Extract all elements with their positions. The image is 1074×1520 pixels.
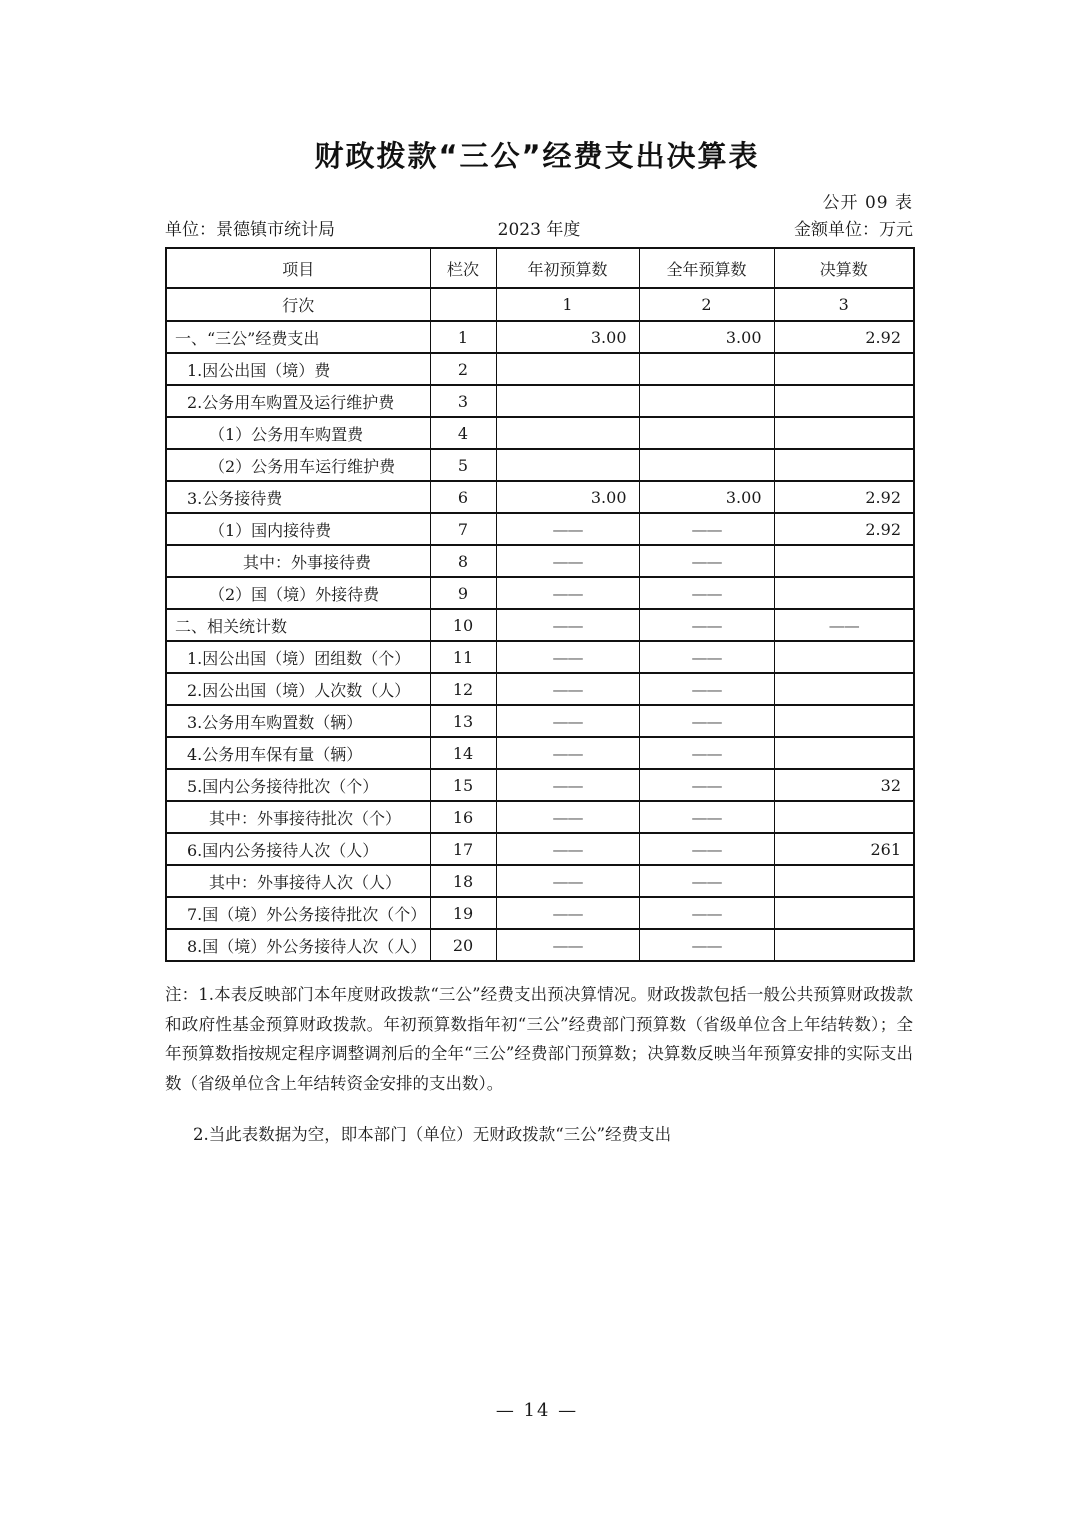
form-code-label: 公开 09 表 (822, 193, 913, 213)
cell-initial-budget (496, 417, 639, 449)
row-line-number: 1 (430, 321, 496, 353)
row-item-label: 其中：外事接待批次（个） (166, 801, 430, 833)
cell-annual-budget: —— (639, 833, 774, 865)
row-item-label: 一、“三公”经费支出 (166, 321, 430, 353)
cell-annual-budget (639, 449, 774, 481)
table-body (166, 321, 914, 961)
cell-final-account (774, 705, 914, 737)
header-initial-budget: 年初预算数 (496, 248, 639, 288)
cell-final-account (774, 801, 914, 833)
cell-final-account: 32 (774, 769, 914, 801)
cell-initial-budget: —— (496, 609, 639, 641)
table-row (166, 737, 914, 769)
cell-initial-budget: —— (496, 833, 639, 865)
table-header-row (166, 248, 914, 288)
row-item-label: 1.因公出国（境）费 (166, 353, 430, 385)
cell-annual-budget: —— (639, 545, 774, 577)
cell-initial-budget: —— (496, 929, 639, 961)
cell-initial-budget: —— (496, 801, 639, 833)
table-row (166, 801, 914, 833)
cell-final-account: 2.92 (774, 513, 914, 545)
table-row (166, 481, 914, 513)
row-item-label: 4.公务用车保有量（辆） (166, 737, 430, 769)
cell-annual-budget: —— (639, 673, 774, 705)
cell-final-account: 2.92 (774, 321, 914, 353)
year-label: 2023 年度 (497, 220, 581, 240)
row-item-label: 其中：外事接待人次（人） (166, 865, 430, 897)
subheader-empty-cell (430, 288, 496, 321)
cell-annual-budget: 3.00 (639, 321, 774, 353)
table-row (166, 321, 914, 353)
row-item-label: （1）国内接待费 (166, 513, 430, 545)
note-2: 2.当此表数据为空，即本部门（单位）无财政拨款“三公”经费支出 (193, 1125, 672, 1144)
cell-final-account (774, 737, 914, 769)
cell-annual-budget: —— (639, 929, 774, 961)
cell-annual-budget: —— (639, 769, 774, 801)
cell-annual-budget: —— (639, 865, 774, 897)
table-row (166, 577, 914, 609)
subheader-col-1: 1 (496, 288, 639, 321)
row-item-label: 3.公务用车购置数（辆） (166, 705, 430, 737)
row-line-number: 11 (430, 641, 496, 673)
cell-final-account (774, 385, 914, 417)
cell-initial-budget: 3.00 (496, 481, 639, 513)
row-line-number: 3 (430, 385, 496, 417)
cell-initial-budget: —— (496, 705, 639, 737)
note-1: 注：1.本表反映部门本年度财政拨款“三公”经费支出预决算情况。财政拨款包括一般公共预算财政拨款和政府性基金预算财政拨款。年初预算数指年初“三公”经费部门预算数（省级单位含上年结转数）；全年预算数指按规定程序调整调剂后的全年“三公”经费部门预算数；决算数反映当年预算安排的实际支出数（省级单位含上年结转资金安排的支出数）。 (165, 985, 913, 1093)
cell-initial-budget: 3.00 (496, 321, 639, 353)
row-line-number: 5 (430, 449, 496, 481)
row-item-label: 6.国内公务接待人次（人） (166, 833, 430, 865)
row-item-label: 5.国内公务接待批次（个） (166, 769, 430, 801)
cell-annual-budget: —— (639, 737, 774, 769)
table-row (166, 705, 914, 737)
table-notes (165, 980, 913, 1150)
row-line-number: 10 (430, 609, 496, 641)
cell-annual-budget: —— (639, 577, 774, 609)
cell-final-account (774, 929, 914, 961)
table-subheader-row (166, 288, 914, 321)
row-item-label: 8.国（境）外公务接待人次（人） (166, 929, 430, 961)
cell-initial-budget (496, 353, 639, 385)
row-line-number: 19 (430, 897, 496, 929)
row-line-number: 14 (430, 737, 496, 769)
cell-final-account: 2.92 (774, 481, 914, 513)
cell-initial-budget: —— (496, 865, 639, 897)
row-line-number: 18 (430, 865, 496, 897)
unit-label: 单位：景德镇市统计局 (165, 220, 335, 240)
row-line-number: 9 (430, 577, 496, 609)
table-row (166, 353, 914, 385)
cell-initial-budget: —— (496, 737, 639, 769)
header-annual-budget: 全年预算数 (639, 248, 774, 288)
cell-final-account: 261 (774, 833, 914, 865)
cell-initial-budget (496, 449, 639, 481)
cell-initial-budget: —— (496, 513, 639, 545)
header-final-account: 决算数 (774, 248, 914, 288)
table-row (166, 897, 914, 929)
row-item-label: 2.公务用车购置及运行维护费 (166, 385, 430, 417)
cell-annual-budget: 3.00 (639, 481, 774, 513)
row-item-label: 3.公务接待费 (166, 481, 430, 513)
cell-annual-budget: —— (639, 513, 774, 545)
table-row (166, 513, 914, 545)
three-public-expense-table (165, 247, 915, 962)
cell-initial-budget: —— (496, 897, 639, 929)
row-item-label: 其中：外事接待费 (166, 545, 430, 577)
row-item-label: 7.国（境）外公务接待批次（个） (166, 897, 430, 929)
cell-final-account (774, 641, 914, 673)
cell-final-account (774, 673, 914, 705)
subheader-col-3: 3 (774, 288, 914, 321)
cell-initial-budget: —— (496, 673, 639, 705)
row-line-number: 13 (430, 705, 496, 737)
cell-annual-budget: —— (639, 705, 774, 737)
table-row (166, 385, 914, 417)
cell-final-account (774, 353, 914, 385)
row-line-number: 16 (430, 801, 496, 833)
cell-initial-budget: —— (496, 545, 639, 577)
page-title: 财政拨款“三公”经费支出决算表 (314, 139, 760, 173)
row-line-number: 20 (430, 929, 496, 961)
row-item-label: 二、相关统计数 (166, 609, 430, 641)
amount-unit-label: 金额单位：万元 (793, 220, 913, 240)
table-row (166, 449, 914, 481)
table-row (166, 769, 914, 801)
cell-annual-budget: —— (639, 897, 774, 929)
table-row (166, 865, 914, 897)
row-item-label: （2）公务用车运行维护费 (166, 449, 430, 481)
cell-annual-budget: —— (639, 609, 774, 641)
row-line-number: 7 (430, 513, 496, 545)
cell-final-account (774, 545, 914, 577)
row-line-number: 4 (430, 417, 496, 449)
table-row (166, 417, 914, 449)
subheader-line-label: 行次 (166, 288, 430, 321)
cell-final-account (774, 417, 914, 449)
table-row (166, 609, 914, 641)
cell-final-account (774, 449, 914, 481)
header-item: 项目 (166, 248, 430, 288)
table-row (166, 929, 914, 961)
cell-annual-budget (639, 417, 774, 449)
table-row (166, 641, 914, 673)
cell-final-account (774, 897, 914, 929)
row-line-number: 8 (430, 545, 496, 577)
cell-initial-budget: —— (496, 769, 639, 801)
row-line-number: 6 (430, 481, 496, 513)
cell-annual-budget (639, 385, 774, 417)
cell-annual-budget (639, 353, 774, 385)
row-item-label: （2）国（境）外接待费 (166, 577, 430, 609)
row-line-number: 12 (430, 673, 496, 705)
table-row (166, 833, 914, 865)
row-item-label: （1）公务用车购置费 (166, 417, 430, 449)
table-row (166, 673, 914, 705)
cell-final-account (774, 865, 914, 897)
subheader-col-2: 2 (639, 288, 774, 321)
row-item-label: 2.因公出国（境）人次数（人） (166, 673, 430, 705)
cell-final-account (774, 577, 914, 609)
row-line-number: 17 (430, 833, 496, 865)
cell-initial-budget: —— (496, 577, 639, 609)
cell-annual-budget: —— (639, 641, 774, 673)
header-column-no: 栏次 (430, 248, 496, 288)
table-meta-row (165, 215, 913, 240)
cell-initial-budget (496, 385, 639, 417)
table-row (166, 545, 914, 577)
row-item-label: 1.因公出国（境）团组数（个） (166, 641, 430, 673)
cell-initial-budget: —— (496, 641, 639, 673)
page-number: — 14 — (495, 1400, 579, 1421)
row-line-number: 15 (430, 769, 496, 801)
row-line-number: 2 (430, 353, 496, 385)
cell-final-account: —— (774, 609, 914, 641)
cell-annual-budget: —— (639, 801, 774, 833)
